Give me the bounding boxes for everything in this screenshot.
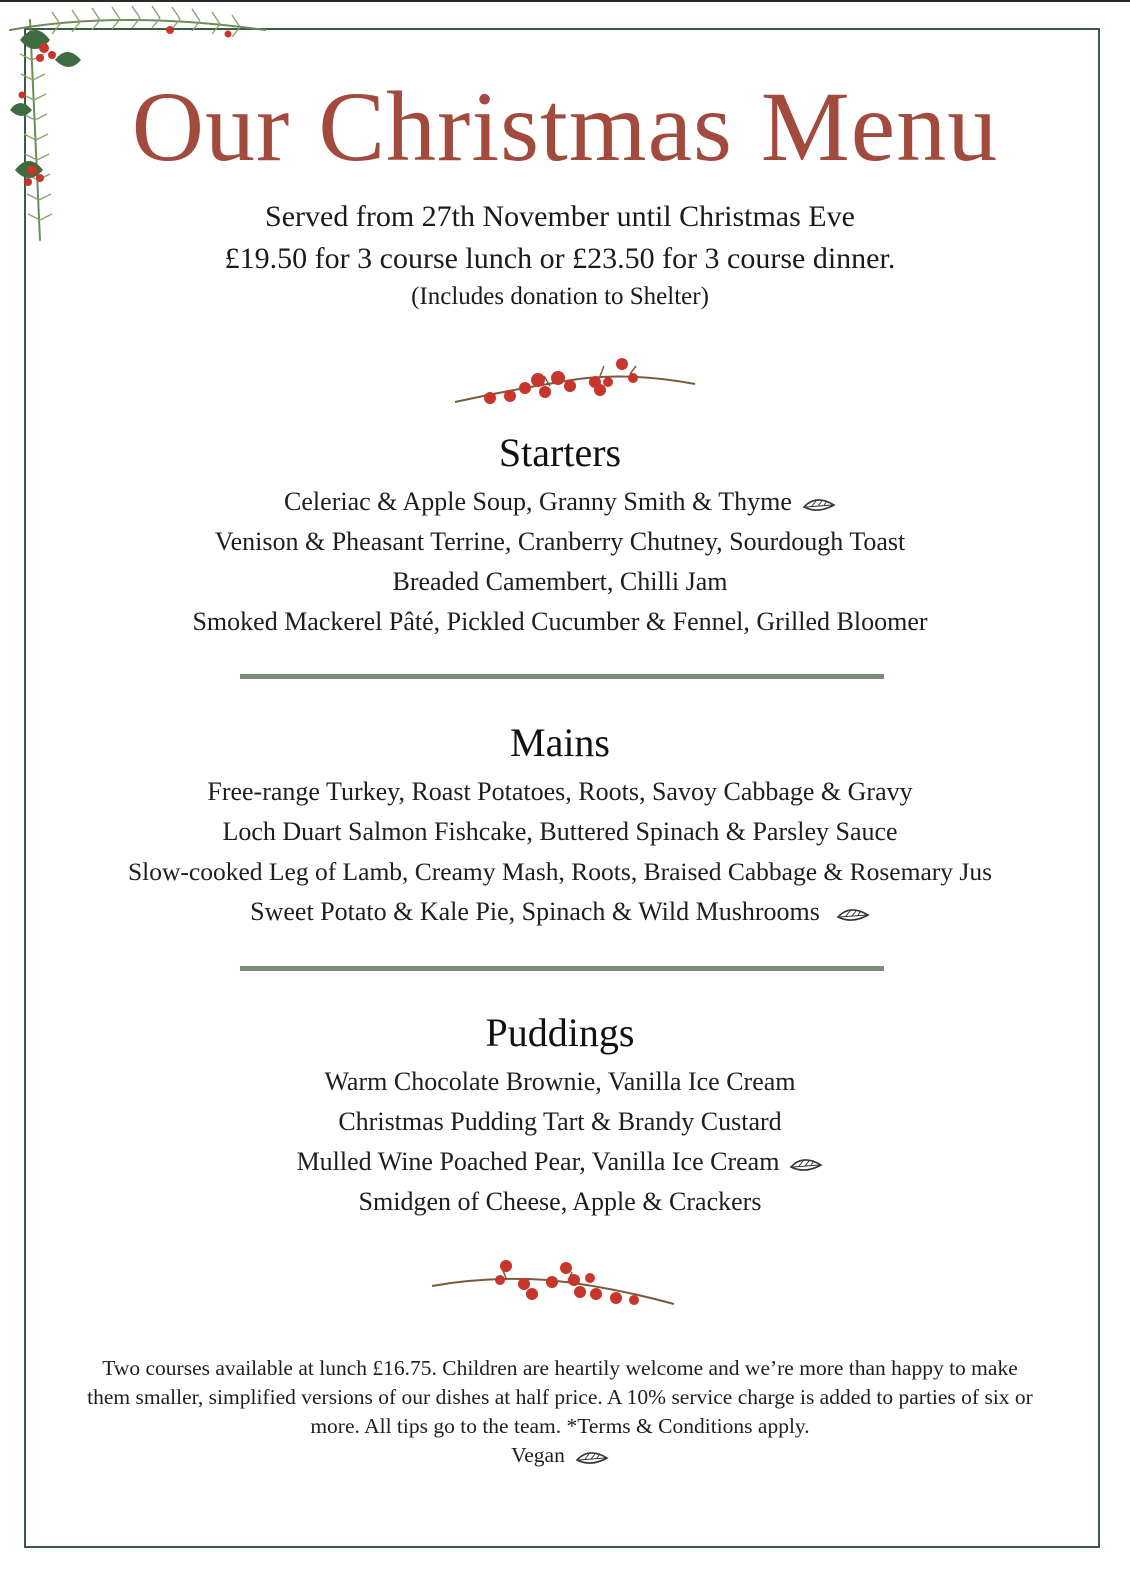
starters-section xyxy=(0,428,1120,642)
leaf-icon xyxy=(802,496,836,512)
puddings-heading: Puddings xyxy=(485,1010,635,1055)
leaf-icon xyxy=(836,906,870,922)
menu-item xyxy=(0,482,1120,522)
menu-item xyxy=(0,892,1120,932)
menu-item xyxy=(0,1142,1120,1182)
menu-item-name: Celeriac & Apple Soup, Granny Smith & Thyme xyxy=(284,487,792,516)
footer-notes xyxy=(80,1354,1040,1470)
title-word: Our xyxy=(131,71,291,182)
pricing: £19.50 for 3 course lunch or £23.50 for 3 course dinner. xyxy=(224,242,896,275)
section-divider xyxy=(240,966,884,971)
menu-item: Smoked Mackerel Pâté, Pickled Cucumber & Fennel, Grilled Bloomer xyxy=(192,607,928,636)
menu-item: Free-range Turkey, Roast Potatoes, Roots, Savoy Cabbage & Gravy xyxy=(207,777,913,806)
menu-item: Venison & Pheasant Terrine, Cranberry Chutney, Sourdough Toast xyxy=(214,527,906,556)
title-word: Menu xyxy=(760,71,999,182)
menu-item: Slow-cooked Leg of Lamb, Creamy Mash, Roots, Braised Cabbage & Rosemary Jus xyxy=(127,857,992,886)
holly-berry-sprig-icon xyxy=(428,1254,678,1314)
vegan-key-label: Vegan xyxy=(511,1443,565,1467)
starters-heading: Starters xyxy=(498,430,622,475)
mains-heading: Mains xyxy=(510,720,610,765)
mains-section xyxy=(0,718,1120,932)
footer-text: Two courses available at lunch £16.75. Children are heartily welcome and we’re more than happy to make them smaller, simplified versions of our dishes at half price. A 10% service charge is added to parties of six or more. All tips go to the team. *Terms & Conditions apply. xyxy=(87,1356,1033,1438)
menu-item-name: Mulled Wine Poached Pear, Vanilla Ice Cream xyxy=(296,1147,780,1176)
served-dates: Served from 27th November until Christmas Eve xyxy=(265,200,855,233)
title-word: Christmas xyxy=(318,71,733,182)
vegan-key xyxy=(80,1441,1040,1470)
menu-item: Warm Chocolate Brownie, Vanilla Ice Cream xyxy=(324,1067,796,1096)
donation-note: (Includes donation to Shelter) xyxy=(411,283,709,310)
leaf-icon xyxy=(575,1449,609,1465)
menu-item: Loch Duart Salmon Fishcake, Buttered Spinach & Parsley Sauce xyxy=(222,817,898,846)
menu-item: Breaded Camembert, Chilli Jam xyxy=(392,567,728,596)
menu-item-name: Sweet Potato & Kale Pie, Spinach & Wild Mushrooms xyxy=(250,897,820,926)
menu-item: Christmas Pudding Tart & Brandy Custard xyxy=(338,1107,782,1136)
menu-item: Smidgen of Cheese, Apple & Crackers xyxy=(358,1187,762,1216)
page-title xyxy=(0,72,1130,182)
menu-intro xyxy=(0,196,1120,314)
section-divider xyxy=(240,674,884,679)
puddings-section xyxy=(0,1008,1120,1222)
holly-berry-sprig-icon xyxy=(450,352,700,412)
leaf-icon xyxy=(789,1156,823,1172)
